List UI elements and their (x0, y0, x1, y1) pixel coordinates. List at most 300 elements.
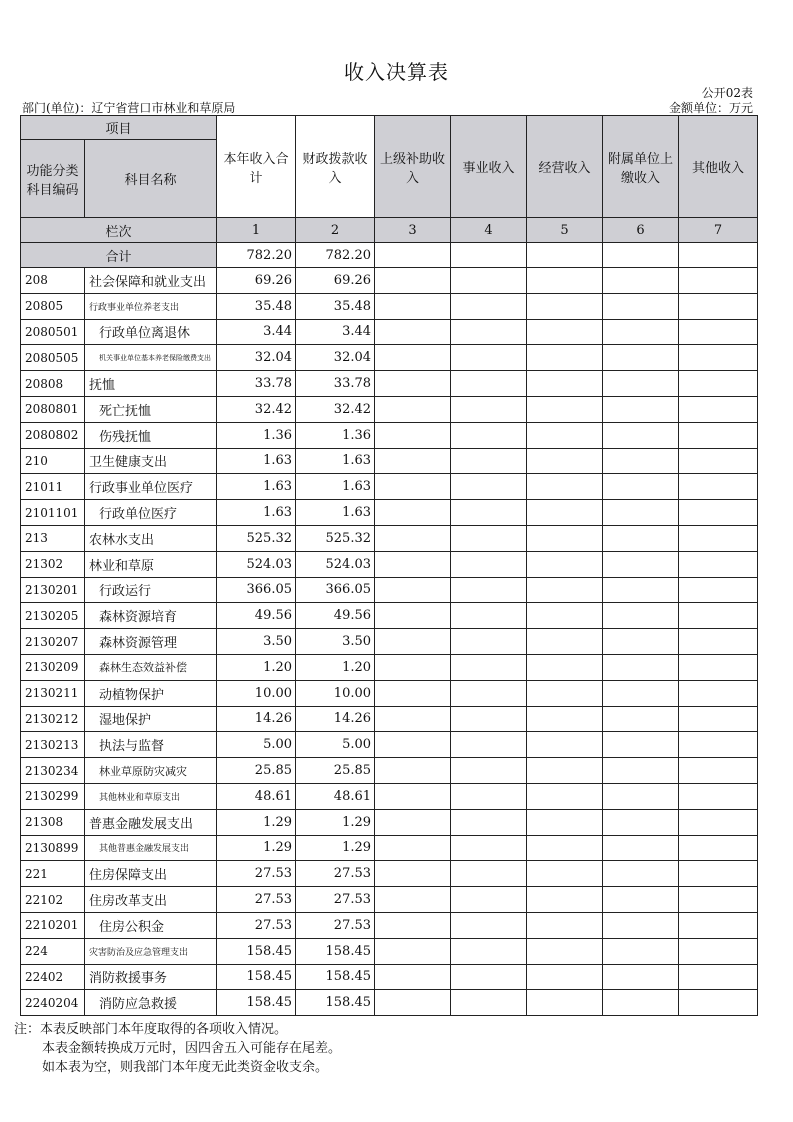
table-row (21, 732, 758, 758)
row-v5 (527, 887, 603, 913)
row-v2: 366.05 (296, 577, 375, 603)
row-v3 (375, 680, 451, 706)
row-name: 社会保障和就业支出 (85, 268, 217, 294)
row-v7 (679, 525, 758, 551)
row-v4 (451, 345, 527, 371)
row-v6 (603, 654, 679, 680)
row-v6 (603, 345, 679, 371)
header-col6: 附属单位上缴收入 (603, 116, 679, 218)
row-v4 (451, 371, 527, 397)
row-v7 (679, 474, 758, 500)
col-num-5: 5 (527, 218, 603, 243)
table-row (21, 268, 758, 294)
header-lanci: 栏次 (21, 218, 217, 243)
row-v3 (375, 783, 451, 809)
row-v2: 1.29 (296, 809, 375, 835)
row-v3 (375, 835, 451, 861)
row-name: 行政单位离退休 (85, 319, 217, 345)
table-row (21, 525, 758, 551)
row-v6 (603, 577, 679, 603)
row-v2: 27.53 (296, 861, 375, 887)
row-v6 (603, 500, 679, 526)
form-number: 公开02表 (701, 86, 753, 100)
row-code: 2080505 (21, 345, 85, 371)
note-3: 如本表为空，则我部门本年度无此类资金收支余。 (42, 1060, 329, 1075)
row-v1: 1.63 (217, 474, 296, 500)
row-code: 2130299 (21, 783, 85, 809)
row-v5 (527, 396, 603, 422)
row-v1: 1.29 (217, 835, 296, 861)
row-v7 (679, 293, 758, 319)
header-col7: 其他收入 (679, 116, 758, 218)
row-v4 (451, 861, 527, 887)
row-v7 (679, 964, 758, 990)
total-v2: 782.20 (296, 243, 375, 268)
row-v6 (603, 525, 679, 551)
row-v1: 158.45 (217, 964, 296, 990)
table-row (21, 809, 758, 835)
row-v5 (527, 268, 603, 294)
row-v7 (679, 990, 758, 1016)
row-name: 其他普惠金融发展支出 (85, 835, 217, 861)
header-row-item (21, 116, 758, 140)
table-row (21, 783, 758, 809)
row-v5 (527, 345, 603, 371)
row-v6 (603, 758, 679, 784)
row-v3 (375, 990, 451, 1016)
row-v7 (679, 396, 758, 422)
row-code: 22402 (21, 964, 85, 990)
row-v1: 27.53 (217, 861, 296, 887)
row-v6 (603, 422, 679, 448)
row-v7 (679, 345, 758, 371)
row-v6 (603, 783, 679, 809)
table-row (21, 938, 758, 964)
row-v3 (375, 732, 451, 758)
row-v7 (679, 448, 758, 474)
row-v4 (451, 525, 527, 551)
row-v5 (527, 732, 603, 758)
row-v6 (603, 448, 679, 474)
row-code: 2080501 (21, 319, 85, 345)
amount-unit-label: 金额单位：万元 (668, 101, 753, 115)
row-v2: 525.32 (296, 525, 375, 551)
row-v4 (451, 474, 527, 500)
row-v1: 32.42 (217, 396, 296, 422)
table-row (21, 629, 758, 655)
row-v2: 27.53 (296, 912, 375, 938)
table-row (21, 758, 758, 784)
row-code: 2210201 (21, 912, 85, 938)
table-row (21, 835, 758, 861)
row-v1: 69.26 (217, 268, 296, 294)
row-code: 21011 (21, 474, 85, 500)
row-v2: 158.45 (296, 964, 375, 990)
row-v7 (679, 861, 758, 887)
header-col1: 本年收入合计 (217, 116, 296, 218)
row-code: 2130207 (21, 629, 85, 655)
table-row (21, 887, 758, 913)
table-row (21, 345, 758, 371)
row-v1: 1.29 (217, 809, 296, 835)
row-v5 (527, 448, 603, 474)
header-subject-name: 科目名称 (85, 140, 217, 218)
col-num-4: 4 (451, 218, 527, 243)
row-v7 (679, 912, 758, 938)
row-code: 2130209 (21, 654, 85, 680)
row-v1: 10.00 (217, 680, 296, 706)
table-row (21, 706, 758, 732)
row-v5 (527, 964, 603, 990)
row-v3 (375, 293, 451, 319)
total-v7 (679, 243, 758, 268)
row-code: 2130213 (21, 732, 85, 758)
row-v1: 1.20 (217, 654, 296, 680)
header-func-code: 功能分类科目编码 (21, 140, 85, 218)
row-code: 208 (21, 268, 85, 294)
row-v1: 33.78 (217, 371, 296, 397)
row-v1: 27.53 (217, 912, 296, 938)
row-v3 (375, 964, 451, 990)
row-v3 (375, 319, 451, 345)
row-v7 (679, 706, 758, 732)
note-1: 注：本表反映部门本年度取得的各项收入情况。 (14, 1022, 288, 1037)
row-v3 (375, 422, 451, 448)
row-v5 (527, 371, 603, 397)
header-item: 项目 (21, 116, 217, 140)
row-v2: 27.53 (296, 887, 375, 913)
row-name: 森林资源培育 (85, 603, 217, 629)
row-v6 (603, 732, 679, 758)
row-v5 (527, 809, 603, 835)
row-v7 (679, 603, 758, 629)
row-v7 (679, 938, 758, 964)
row-v2: 35.48 (296, 293, 375, 319)
row-v4 (451, 629, 527, 655)
col-num-6: 6 (603, 218, 679, 243)
row-v3 (375, 629, 451, 655)
row-name: 普惠金融发展支出 (85, 809, 217, 835)
row-name: 行政事业单位养老支出 (85, 293, 217, 319)
row-v7 (679, 783, 758, 809)
row-code: 20808 (21, 371, 85, 397)
row-v3 (375, 912, 451, 938)
row-v2: 25.85 (296, 758, 375, 784)
total-v6 (603, 243, 679, 268)
row-v7 (679, 654, 758, 680)
row-v6 (603, 371, 679, 397)
row-v3 (375, 938, 451, 964)
row-v4 (451, 732, 527, 758)
row-name: 行政运行 (85, 577, 217, 603)
header-col2: 财政拨款收入 (296, 116, 375, 218)
note-2: 本表金额转换成万元时，因四舍五入可能存在尾差。 (42, 1041, 342, 1056)
table-row (21, 603, 758, 629)
table-row (21, 371, 758, 397)
table-row (21, 680, 758, 706)
total-v3 (375, 243, 451, 268)
row-v2: 158.45 (296, 938, 375, 964)
row-v5 (527, 654, 603, 680)
row-v5 (527, 783, 603, 809)
row-name: 湿地保护 (85, 706, 217, 732)
table-row (21, 654, 758, 680)
row-v7 (679, 835, 758, 861)
table-row (21, 396, 758, 422)
row-v2: 49.56 (296, 603, 375, 629)
row-v3 (375, 268, 451, 294)
row-v6 (603, 319, 679, 345)
row-name: 行政事业单位医疗 (85, 474, 217, 500)
row-v2: 1.63 (296, 474, 375, 500)
row-v4 (451, 448, 527, 474)
row-code: 221 (21, 861, 85, 887)
row-v5 (527, 474, 603, 500)
col-num-1: 1 (217, 218, 296, 243)
row-v1: 3.50 (217, 629, 296, 655)
row-v3 (375, 396, 451, 422)
notes (14, 1020, 341, 1077)
row-v4 (451, 654, 527, 680)
row-v3 (375, 654, 451, 680)
row-v6 (603, 474, 679, 500)
row-v7 (679, 371, 758, 397)
row-v4 (451, 964, 527, 990)
row-name: 灾害防治及应急管理支出 (85, 938, 217, 964)
row-code: 22102 (21, 887, 85, 913)
row-name: 林业和草原 (85, 551, 217, 577)
row-v5 (527, 551, 603, 577)
row-v5 (527, 525, 603, 551)
row-v1: 5.00 (217, 732, 296, 758)
row-v4 (451, 783, 527, 809)
row-v6 (603, 912, 679, 938)
row-v7 (679, 319, 758, 345)
row-v4 (451, 680, 527, 706)
row-v3 (375, 758, 451, 784)
row-code: 213 (21, 525, 85, 551)
table-row (21, 964, 758, 990)
row-v4 (451, 912, 527, 938)
row-v4 (451, 293, 527, 319)
row-v3 (375, 345, 451, 371)
row-name: 农林水支出 (85, 525, 217, 551)
row-v5 (527, 835, 603, 861)
table-row (21, 990, 758, 1016)
row-code: 2130212 (21, 706, 85, 732)
row-v1: 27.53 (217, 887, 296, 913)
table-row (21, 500, 758, 526)
table-row (21, 577, 758, 603)
row-name: 消防应急救援 (85, 990, 217, 1016)
row-v1: 3.44 (217, 319, 296, 345)
row-v5 (527, 912, 603, 938)
row-code: 2130205 (21, 603, 85, 629)
row-v1: 25.85 (217, 758, 296, 784)
row-name: 住房公积金 (85, 912, 217, 938)
table-row (21, 861, 758, 887)
row-v1: 366.05 (217, 577, 296, 603)
row-v7 (679, 758, 758, 784)
row-v5 (527, 319, 603, 345)
row-v1: 49.56 (217, 603, 296, 629)
row-v3 (375, 525, 451, 551)
row-v5 (527, 706, 603, 732)
table-row (21, 293, 758, 319)
row-name: 卫生健康支出 (85, 448, 217, 474)
row-v5 (527, 758, 603, 784)
row-code: 2130234 (21, 758, 85, 784)
row-name: 抚恤 (85, 371, 217, 397)
row-v1: 1.63 (217, 500, 296, 526)
total-row (21, 243, 758, 268)
row-name: 执法与监督 (85, 732, 217, 758)
table-row (21, 448, 758, 474)
row-name: 动植物保护 (85, 680, 217, 706)
row-v2: 524.03 (296, 551, 375, 577)
row-name: 其他林业和草原支出 (85, 783, 217, 809)
row-code: 2101101 (21, 500, 85, 526)
row-v2: 33.78 (296, 371, 375, 397)
row-v4 (451, 990, 527, 1016)
header-col3: 上级补助收入 (375, 116, 451, 218)
row-v4 (451, 319, 527, 345)
row-v3 (375, 861, 451, 887)
row-v5 (527, 861, 603, 887)
row-v5 (527, 990, 603, 1016)
table-row (21, 319, 758, 345)
row-v2: 1.20 (296, 654, 375, 680)
row-v7 (679, 887, 758, 913)
row-v2: 158.45 (296, 990, 375, 1016)
page-title: 收入决算表 (344, 60, 449, 84)
row-v2: 3.44 (296, 319, 375, 345)
row-v4 (451, 887, 527, 913)
row-v6 (603, 396, 679, 422)
row-v4 (451, 422, 527, 448)
row-code: 2240204 (21, 990, 85, 1016)
total-v1: 782.20 (217, 243, 296, 268)
row-v1: 525.32 (217, 525, 296, 551)
row-v4 (451, 758, 527, 784)
row-v2: 32.42 (296, 396, 375, 422)
row-name: 死亡抚恤 (85, 396, 217, 422)
row-code: 2130201 (21, 577, 85, 603)
row-v5 (527, 938, 603, 964)
row-v6 (603, 551, 679, 577)
row-v1: 158.45 (217, 990, 296, 1016)
row-v1: 14.26 (217, 706, 296, 732)
row-v3 (375, 448, 451, 474)
row-v1: 35.48 (217, 293, 296, 319)
header-col4: 事业收入 (451, 116, 527, 218)
row-v4 (451, 500, 527, 526)
row-v2: 32.04 (296, 345, 375, 371)
row-v7 (679, 500, 758, 526)
row-v6 (603, 990, 679, 1016)
row-v3 (375, 577, 451, 603)
row-v7 (679, 422, 758, 448)
row-v6 (603, 861, 679, 887)
row-v2: 14.26 (296, 706, 375, 732)
row-v6 (603, 680, 679, 706)
row-code: 210 (21, 448, 85, 474)
row-v4 (451, 577, 527, 603)
row-v7 (679, 268, 758, 294)
row-v1: 158.45 (217, 938, 296, 964)
row-v3 (375, 809, 451, 835)
row-v1: 1.36 (217, 422, 296, 448)
header-row-lanci (21, 218, 758, 243)
department-label: 部门(单位)：辽宁省营口市林业和草原局 (22, 101, 236, 115)
row-code: 2080801 (21, 396, 85, 422)
row-v4 (451, 603, 527, 629)
row-v1: 1.63 (217, 448, 296, 474)
row-v6 (603, 706, 679, 732)
row-name: 消防救援事务 (85, 964, 217, 990)
total-v4 (451, 243, 527, 268)
total-v5 (527, 243, 603, 268)
row-code: 224 (21, 938, 85, 964)
row-v6 (603, 629, 679, 655)
row-v1: 32.04 (217, 345, 296, 371)
row-name: 林业草原防灾减灾 (85, 758, 217, 784)
row-v3 (375, 706, 451, 732)
row-v4 (451, 835, 527, 861)
row-v4 (451, 809, 527, 835)
row-v3 (375, 603, 451, 629)
total-label: 合计 (21, 243, 217, 268)
row-v6 (603, 835, 679, 861)
row-v3 (375, 474, 451, 500)
row-code: 2130211 (21, 680, 85, 706)
row-v1: 48.61 (217, 783, 296, 809)
row-v5 (527, 577, 603, 603)
row-v2: 69.26 (296, 268, 375, 294)
row-v5 (527, 629, 603, 655)
row-v2: 5.00 (296, 732, 375, 758)
row-code: 21302 (21, 551, 85, 577)
row-code: 20805 (21, 293, 85, 319)
row-v2: 3.50 (296, 629, 375, 655)
row-v3 (375, 500, 451, 526)
row-name: 伤残抚恤 (85, 422, 217, 448)
row-v2: 48.61 (296, 783, 375, 809)
row-v3 (375, 371, 451, 397)
row-v5 (527, 680, 603, 706)
row-v7 (679, 551, 758, 577)
row-v5 (527, 293, 603, 319)
row-code: 2130899 (21, 835, 85, 861)
row-v2: 1.36 (296, 422, 375, 448)
row-name: 森林生态效益补偿 (85, 654, 217, 680)
row-code: 2080802 (21, 422, 85, 448)
row-name: 住房改革支出 (85, 887, 217, 913)
row-v5 (527, 500, 603, 526)
row-name: 住房保障支出 (85, 861, 217, 887)
row-v4 (451, 706, 527, 732)
row-v7 (679, 629, 758, 655)
row-v3 (375, 887, 451, 913)
row-v6 (603, 268, 679, 294)
table-row (21, 551, 758, 577)
table-row (21, 422, 758, 448)
row-v6 (603, 964, 679, 990)
row-v6 (603, 887, 679, 913)
row-name: 机关事业单位基本养老保险缴费支出 (85, 345, 217, 371)
income-table (20, 115, 758, 1016)
row-name: 行政单位医疗 (85, 500, 217, 526)
